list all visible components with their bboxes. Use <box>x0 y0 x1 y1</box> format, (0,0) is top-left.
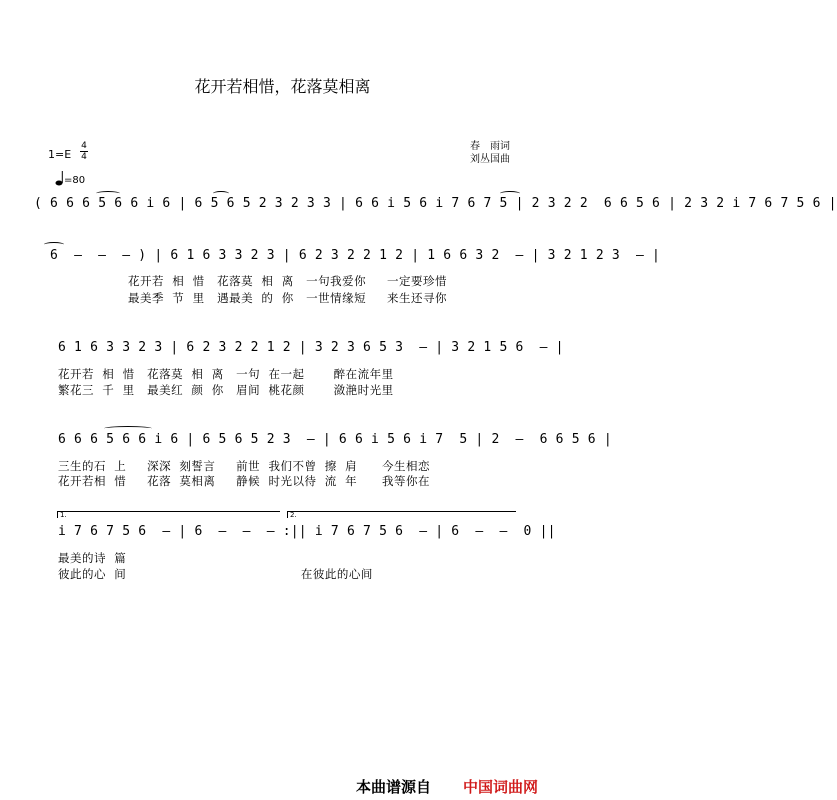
slur <box>96 191 120 196</box>
footer-source-text: 本曲谱源自 <box>356 778 432 796</box>
lyrics-row-5-verse-1: 最美的诗 篇 <box>58 551 127 565</box>
composer-credit: 刘丛国曲 <box>470 154 510 165</box>
lyrics-row-4-verse-2: 花开若相 惜 花落 莫相离 静候 时光以待 流 年 我等你在 <box>58 474 431 488</box>
volta-label-1: 1. <box>60 511 67 519</box>
volta-bracket-1 <box>57 511 280 518</box>
slur <box>500 191 520 196</box>
slur <box>213 191 229 196</box>
lyrics-row-4-verse-1: 三生的石 上 深深 刻誓言 前世 我们不曾 擦 肩 今生相恋 <box>58 459 431 473</box>
song-title: 花开若相惜，花落莫相离 <box>194 77 371 96</box>
notation-row-2: 6 — — — ) | 6 1 6 3 3 2 3 | 6 2 3 2 2 1 2 | 1 6 6 3 2 — | 3 2 1 2 3 — | <box>50 248 661 263</box>
lyricist-credit: 春 雨词 <box>470 141 510 152</box>
slur <box>104 426 152 431</box>
tempo-marking: =80 <box>64 175 86 186</box>
lyrics-row-2-verse-1: 花开若 相 惜 花落莫 相 离 一句我爱你 一定要珍惜 <box>128 274 447 288</box>
volta-bracket-2 <box>287 511 516 518</box>
notation-row-3: 6 1 6 3 3 2 3 | 6 2 3 2 2 1 2 | 3 2 3 6 5 3 — | 3 2 1 5 6 — | <box>58 340 564 355</box>
notation-row-1: ( 6 6 6 5 6 6 i 6 | 6 5 6 5 2 3 2 3 3 | 6 6 i 5 6 i 7 6 7 5 | 2 3 2 2 6 6 5 6 | 2 3 2 i 7 6 7 5 6 | <box>34 196 837 211</box>
volta-label-2: 2. <box>290 511 297 519</box>
lyrics-row-5-verse-2: 彼此的心 间 在彼此的心间 <box>58 567 373 581</box>
lyrics-row-2-verse-2: 最美季 节 里 遇最美 的 你 一世情缘短 来生还寻你 <box>128 291 447 305</box>
time-signature-bottom: 4 <box>81 152 87 162</box>
time-signature-top: 4 <box>81 141 87 151</box>
footer-site-name: 中国词曲网 <box>463 778 539 796</box>
notation-row-5: i 7 6 7 5 6 — | 6 — — — :|| i 7 6 7 5 6 — | 6 — — 0 || <box>58 524 556 539</box>
slur <box>44 242 64 247</box>
notation-row-4: 6 6 6 5 6 6 i 6 | 6 5 6 5 2 3 — | 6 6 i 5 6 i 7 5 | 2 — 6 6 5 6 | <box>58 432 612 447</box>
lyrics-row-3-verse-2: 繁花三 千 里 最美红 颜 你 眉间 桃花颜 潋滟时光里 <box>58 383 394 397</box>
lyrics-row-3-verse-1: 花开若 相 惜 花落莫 相 离 一句 在一起 醉在流年里 <box>58 367 394 381</box>
key-signature: 1=E <box>48 148 72 161</box>
